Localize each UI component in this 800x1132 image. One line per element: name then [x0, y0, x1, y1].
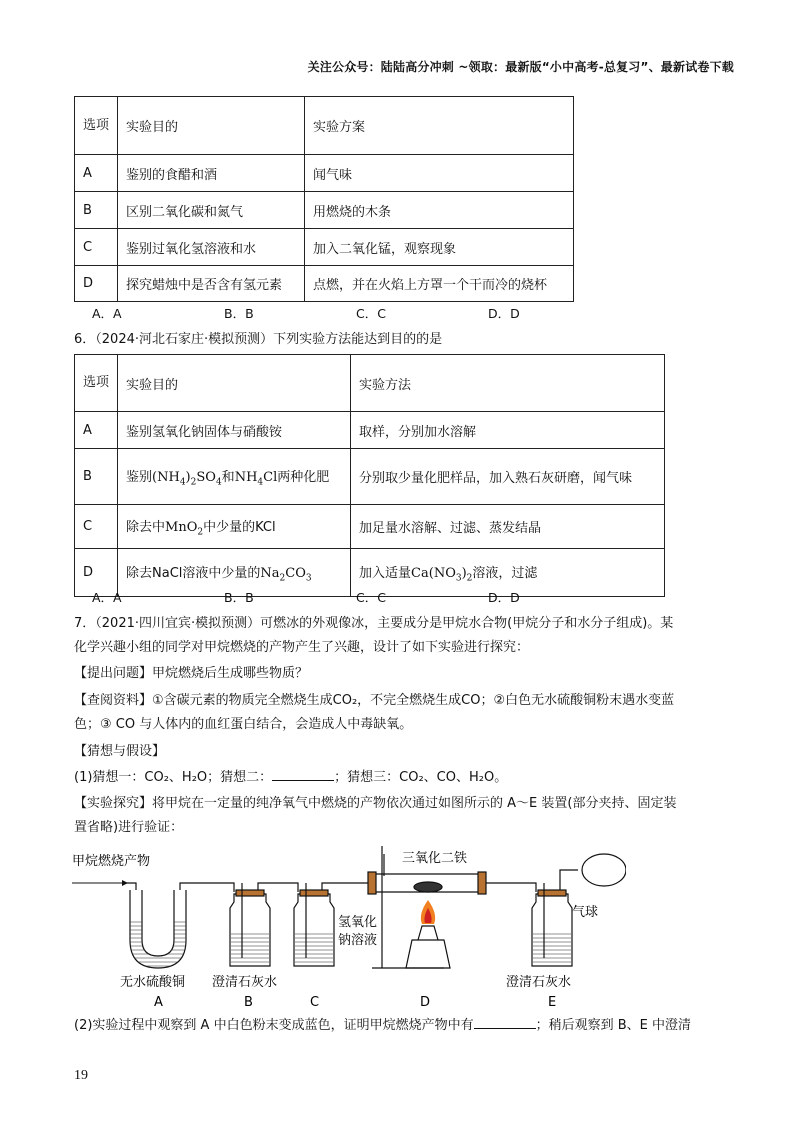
cell-option: D [75, 266, 118, 302]
option-b[interactable]: B．B [224, 306, 254, 321]
cell-option: B [75, 192, 118, 229]
apparatus-diagram [66, 840, 626, 1012]
header-cell-option: 选项 [75, 97, 118, 155]
table-q5 [74, 96, 574, 302]
q6-title: 6．（2024·河北石家庄·模拟预测）下列实验方法能达到目的的是 [74, 332, 443, 347]
cell-plan: 加入二氧化锰，观察现象 [305, 229, 574, 266]
method-text: 加入适量 [359, 565, 412, 581]
formula: $(NH_4)_2SO_4$ [152, 469, 222, 488]
cell-option: A [75, 155, 118, 192]
label-d: D [420, 995, 431, 1010]
answer-blank[interactable] [272, 766, 334, 781]
q7-line: 化学兴趣小组的同学对甲烷燃烧的产物产生了兴趣，设计了如下实验进行探究： [74, 640, 530, 655]
cell-goal: 鉴别过氧化氢溶液和水 [118, 229, 305, 266]
option-d[interactable]: D．D [488, 590, 520, 605]
q7-line: 【查阅资料】①含碳元素的物质完全燃烧生成CO₂，不完全燃烧生成CO；②白色无水硫酸铜粉末遇水变蓝 [74, 693, 675, 708]
balloon [582, 854, 626, 886]
cell-goal: 探究蜡烛中是否含有氢元素 [118, 266, 305, 302]
formula: $NH_4Cl$ [234, 469, 278, 488]
goal-text: 除去中 [126, 519, 166, 535]
q7-line: 【提出问题】甲烷燃烧后生成哪些物质？ [74, 666, 309, 681]
goal-text: 中少量的KCl [203, 519, 276, 535]
bottle-b [230, 883, 298, 966]
goal-text: 除去NaCl溶液中少量的 [126, 565, 261, 581]
cuso4-label: 无水硫酸铜 [120, 975, 186, 990]
q7-line-guess [74, 766, 507, 789]
cell-option: D [75, 549, 118, 597]
bottle-e [486, 870, 578, 966]
table-q6 [74, 354, 665, 597]
goal-text: 两种化肥 [277, 469, 330, 485]
table-row [75, 505, 665, 549]
naoh-label-2: 钠溶液 [338, 933, 378, 948]
flame-icon [421, 900, 435, 924]
header-cell-plan: 实验方案 [305, 97, 574, 155]
guess-text: (1)猜想一：CO₂、H₂O；猜想二： [74, 770, 273, 785]
cell-method: 加足量水溶解、过滤、蒸发结晶 [351, 505, 665, 549]
fe2o3-label: 三氧化二铁 [402, 851, 468, 866]
lime-b-label: 澄清石灰水 [212, 975, 278, 990]
guess-text: ；猜想三：CO₂、CO、H₂O。 [334, 770, 508, 785]
label-b: B [244, 995, 253, 1010]
formula: MnO$_2$ [165, 519, 204, 538]
cell-option: A [75, 412, 118, 449]
table-header-row [75, 355, 665, 412]
option-d[interactable]: D．D [488, 306, 520, 321]
cell-method: 取样，分别加水溶解 [351, 412, 665, 449]
page-number: 19 [74, 1068, 88, 1083]
observe-text: ；稍后观察到 B、E 中澄清 [535, 1018, 691, 1033]
goal-text: 鉴别 [126, 469, 153, 485]
cell-plan: 点燃，并在火焰上方罩一个干而冷的烧杯 [305, 266, 574, 302]
table-row [75, 266, 574, 302]
formula: $Na_2CO_3$ [260, 565, 312, 584]
q7-line: 【实验探究】将甲烷在一定量的纯净氧气中燃烧的产物依次通过如图所示的 A～E 装置(部分夹持、固定装 [74, 796, 677, 811]
label-e: E [548, 995, 557, 1010]
header-cell-option: 选项 [75, 355, 118, 412]
label-a: A [154, 995, 163, 1010]
inlet-label: 甲烷燃烧产物 [72, 854, 151, 869]
observe-text: (2)实验过程中观察到 A 中白色粉末变成蓝色，证明甲烷燃烧产物中有 [74, 1018, 474, 1033]
u-tube-a [126, 883, 234, 968]
q7-line: 7．（2021·四川宜宾·模拟预测）可燃冰的外观像冰，主要成分是甲烷水合物(甲烷分子和水分子组成)。某 [74, 616, 674, 631]
option-b[interactable]: B．B [224, 590, 254, 605]
q7-line: 【猜想与假设】 [74, 744, 166, 759]
q7-line: 色；③ CO 与人体内的血红蛋白结合，会造成人中毒缺氧。 [74, 717, 413, 732]
naoh-label-1: 氢氧化 [338, 915, 378, 930]
header-cell-goal: 实验目的 [118, 355, 351, 412]
cell-goal: 鉴别的食醋和酒 [118, 155, 305, 192]
option-c[interactable]: C．C [356, 590, 386, 605]
header-cell-goal: 实验目的 [118, 97, 305, 155]
arrow-icon [72, 880, 128, 886]
table-row [75, 449, 665, 505]
table-row [75, 155, 574, 192]
option-c[interactable]: C．C [356, 306, 386, 321]
table-header-row [75, 97, 574, 155]
table-row [75, 412, 665, 449]
cell-option: C [75, 229, 118, 266]
balloon-label: 气球 [572, 905, 599, 920]
q7-line: 置省略)进行验证： [74, 820, 184, 835]
answer-blank[interactable] [474, 1014, 536, 1029]
q7-line-observe [74, 1014, 691, 1037]
lime-e-label: 澄清石灰水 [506, 975, 572, 990]
method-text: 溶液，过滤 [472, 565, 538, 581]
cell-goal: 区别二氧化碳和氮气 [118, 192, 305, 229]
page-header: 关注公众号：陆陆高分冲刺 ~领取：最新版“小中高考-总复习”、最新试卷下载 [307, 60, 734, 74]
cell-goal [118, 505, 351, 549]
option-a[interactable]: A．A [92, 590, 122, 605]
label-c: C [310, 995, 320, 1010]
cell-option: B [75, 449, 118, 505]
cell-option: C [75, 505, 118, 549]
table-row [75, 229, 574, 266]
option-a[interactable]: A．A [92, 306, 122, 321]
cell-goal [118, 449, 351, 505]
cell-method: 分别取少量化肥样品，加入熟石灰研磨，闻气味 [351, 449, 665, 505]
table-row [75, 192, 574, 229]
goal-text: 和 [221, 469, 235, 485]
cell-goal: 鉴别氢氧化钠固体与硝酸铵 [118, 412, 351, 449]
cell-plan: 用燃烧的木条 [305, 192, 574, 229]
header-cell-method: 实验方法 [351, 355, 665, 412]
formula: $Ca(NO_3)_2$ [411, 565, 473, 584]
cell-plan: 闻气味 [305, 155, 574, 192]
